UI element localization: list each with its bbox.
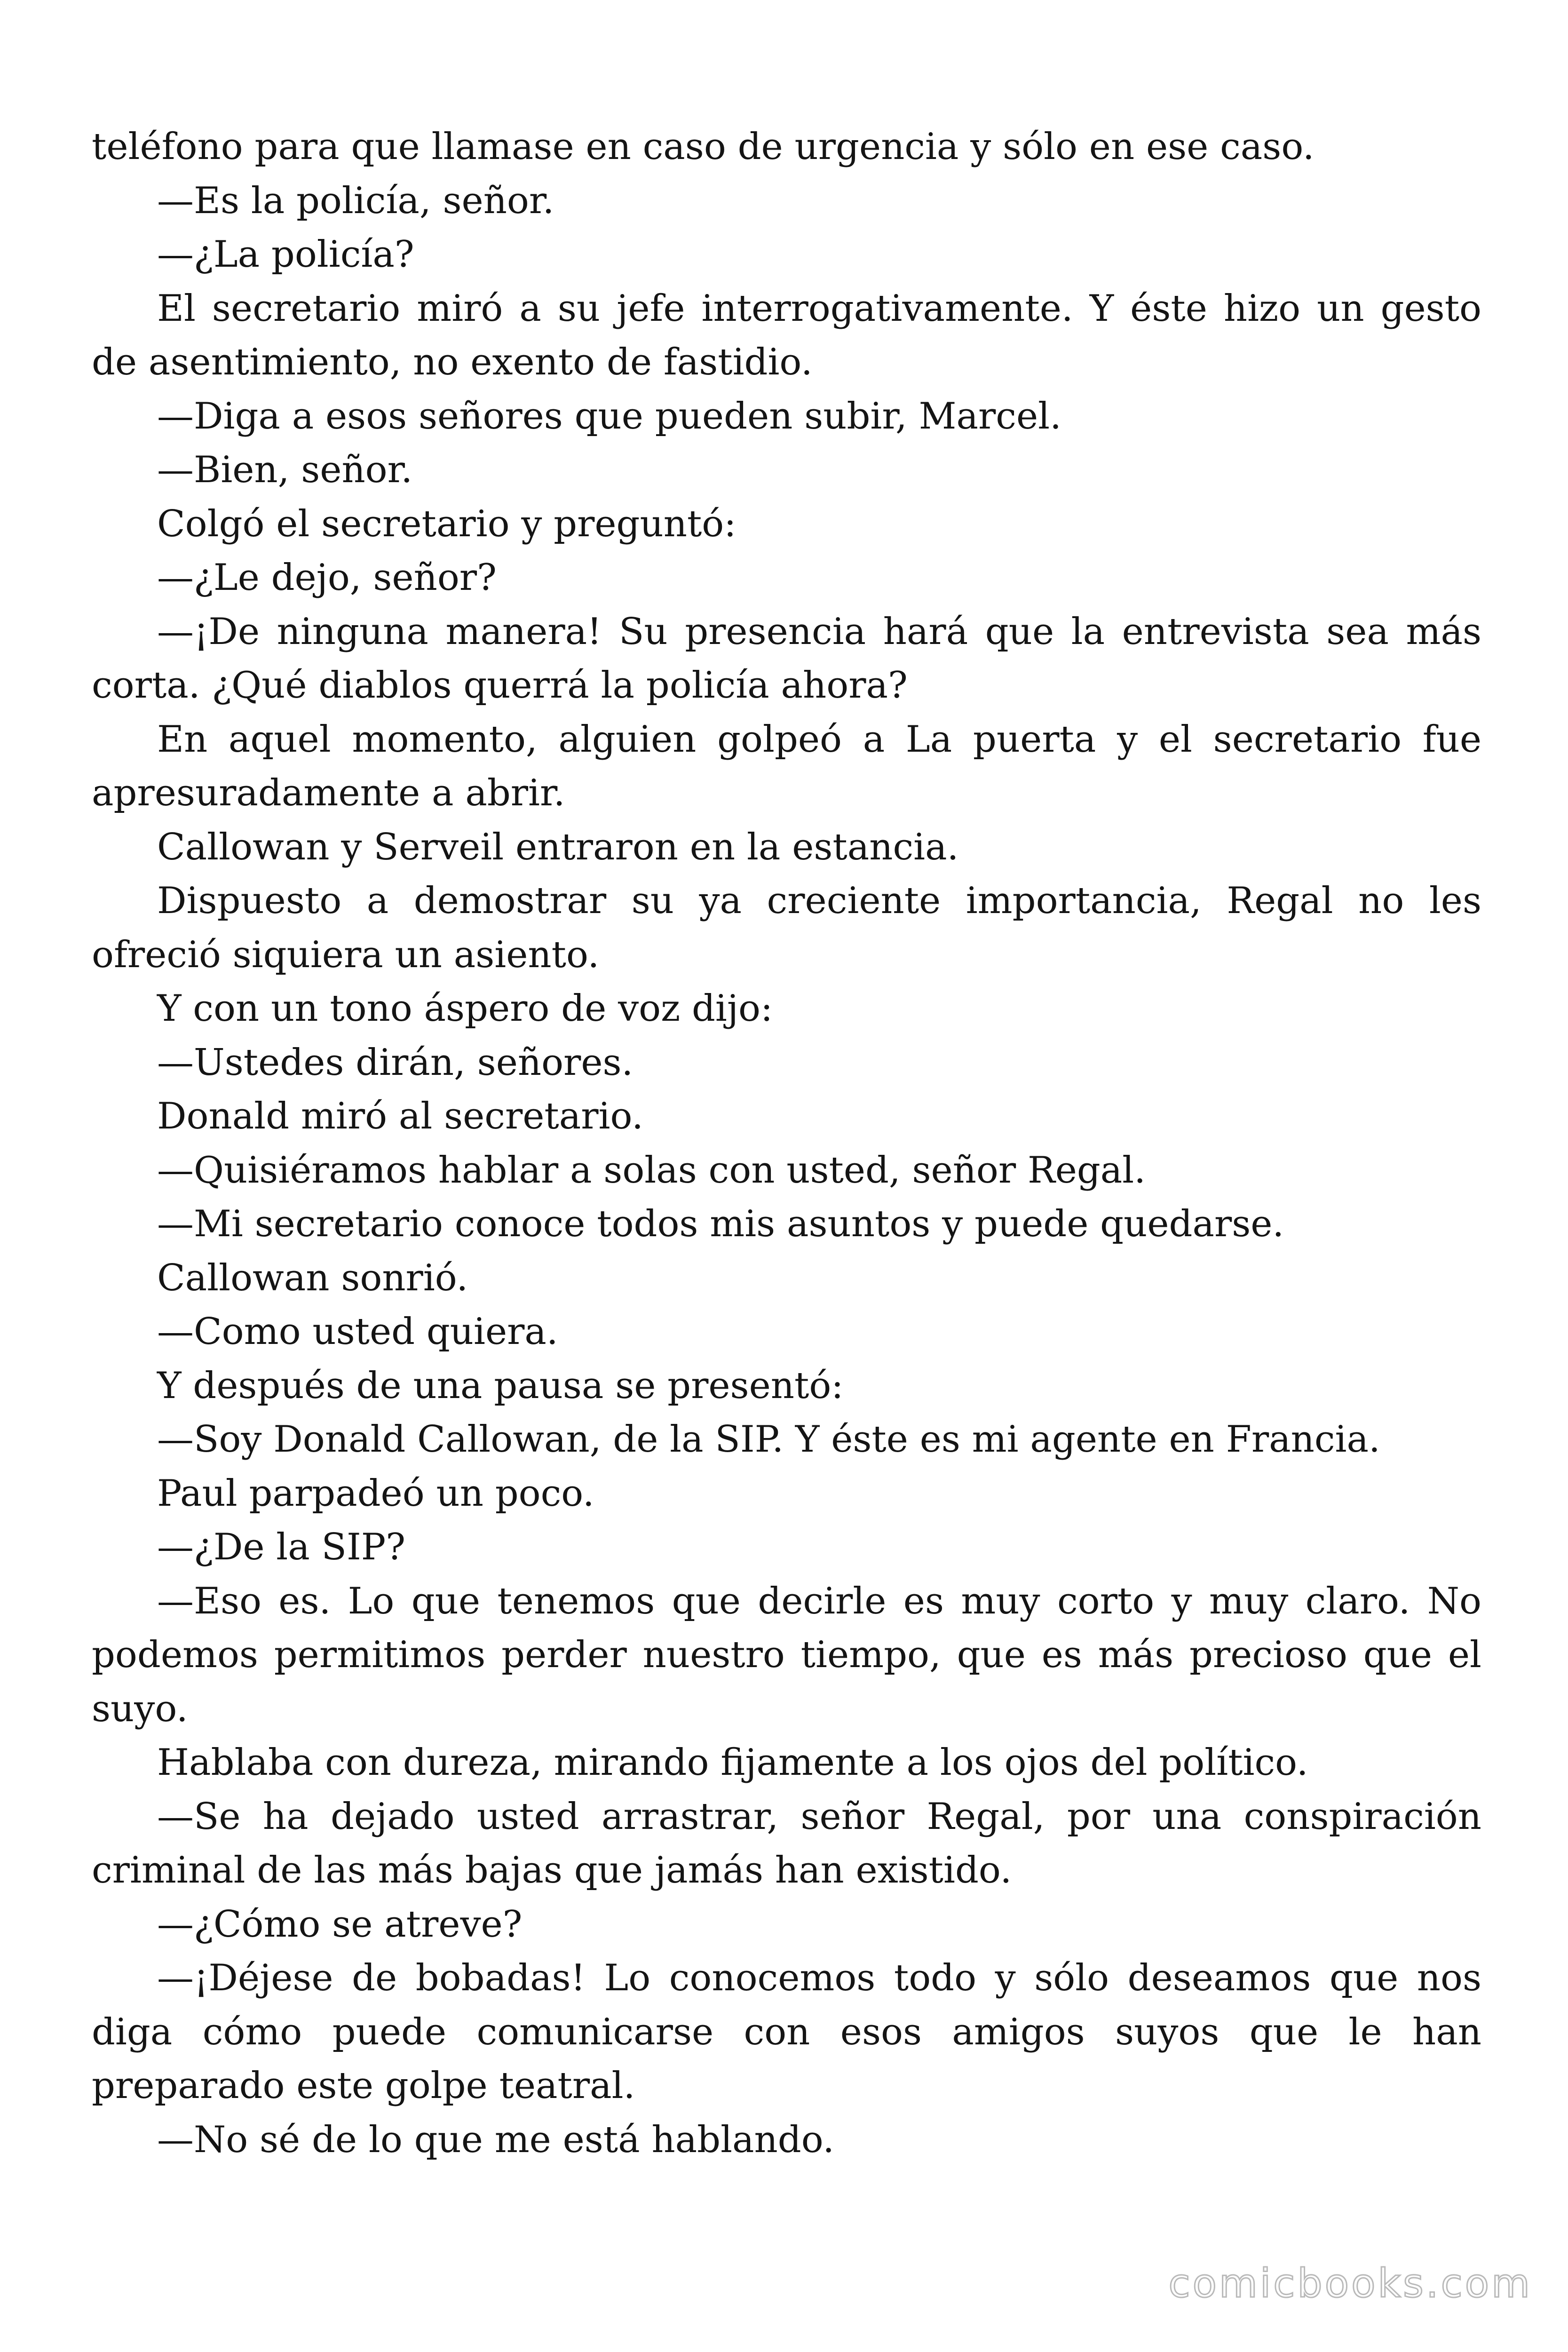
paragraph: —Quisiéramos hablar a solas con usted, señor Regal. <box>157 1149 1146 1192</box>
page-text <box>92 120 1481 2167</box>
paragraph: —¿De la SIP? <box>157 1526 406 1568</box>
watermark: comicbooks.com <box>1168 2260 1532 2306</box>
paragraph: —Ustedes dirán, señores. <box>157 1041 634 1084</box>
paragraph: —Como usted quiera. <box>157 1311 558 1353</box>
paragraph: Callowan y Serveil entraron en la estancia. <box>157 826 959 868</box>
paragraph: —Bien, señor. <box>157 449 413 491</box>
paragraph: Y con un tono áspero de voz dijo: <box>157 987 773 1030</box>
paragraph: —Es la policía, señor. <box>157 179 554 222</box>
paragraph: Paul parpadeó un poco. <box>157 1472 594 1515</box>
paragraph: Colgó el secretario y preguntó: <box>157 502 736 545</box>
paragraph: El secretario miró a su jefe interrogativamente. Y éste hizo un gesto de asentimiento, no exento de fastidio. <box>92 287 1481 383</box>
paragraph: —Mi secretario conoce todos mis asuntos y puede quedarse. <box>157 1203 1284 1245</box>
paragraph: —Soy Donald Callowan, de la SIP. Y éste es mi agente en Francia. <box>157 1418 1380 1461</box>
paragraph: Y después de una pausa se presentó: <box>157 1364 844 1407</box>
paragraph: —Diga a esos señores que pueden subir, Marcel. <box>157 395 1061 437</box>
paragraph: —Eso es. Lo que tenemos que decirle es muy corto y muy claro. No podemos permitimos perder nuestro tiempo, que es más precioso que el suyo. <box>92 1580 1481 1730</box>
paragraph: —¿Le dejo, señor? <box>157 556 497 599</box>
paragraph: teléfono para que llamase en caso de urgencia y sólo en ese caso. <box>92 126 1315 168</box>
paragraph: Hablaba con dureza, mirando fijamente a los ojos del político. <box>157 1741 1308 1784</box>
paragraph: —¡De ninguna manera! Su presencia hará que la entrevista sea más corta. ¿Qué diablos querrá la policía ahora? <box>92 610 1481 707</box>
paragraph: Donald miró al secretario. <box>157 1095 643 1137</box>
paragraph: —¡Déjese de bobadas! Lo conocemos todo y sólo deseamos que nos diga cómo puede comunicarse con esos amigos suyos que le han preparado este golpe teatral. <box>92 1957 1481 2107</box>
paragraph: Dispuesto a demostrar su ya creciente importancia, Regal no les ofreció siquiera un asiento. <box>92 880 1481 976</box>
paragraph: —¿La policía? <box>157 233 414 276</box>
paragraph: —¿Cómo se atreve? <box>157 1903 523 1946</box>
paragraph: —Se ha dejado usted arrastrar, señor Regal, por una conspiración criminal de las más bajas que jamás han existido. <box>92 1795 1481 1891</box>
paragraph: Callowan sonrió. <box>157 1256 468 1299</box>
paragraph: En aquel momento, alguien golpeó a La puerta y el secretario fue apresuradamente a abrir. <box>92 718 1481 814</box>
paragraph: —No sé de lo que me está hablando. <box>157 2118 835 2161</box>
